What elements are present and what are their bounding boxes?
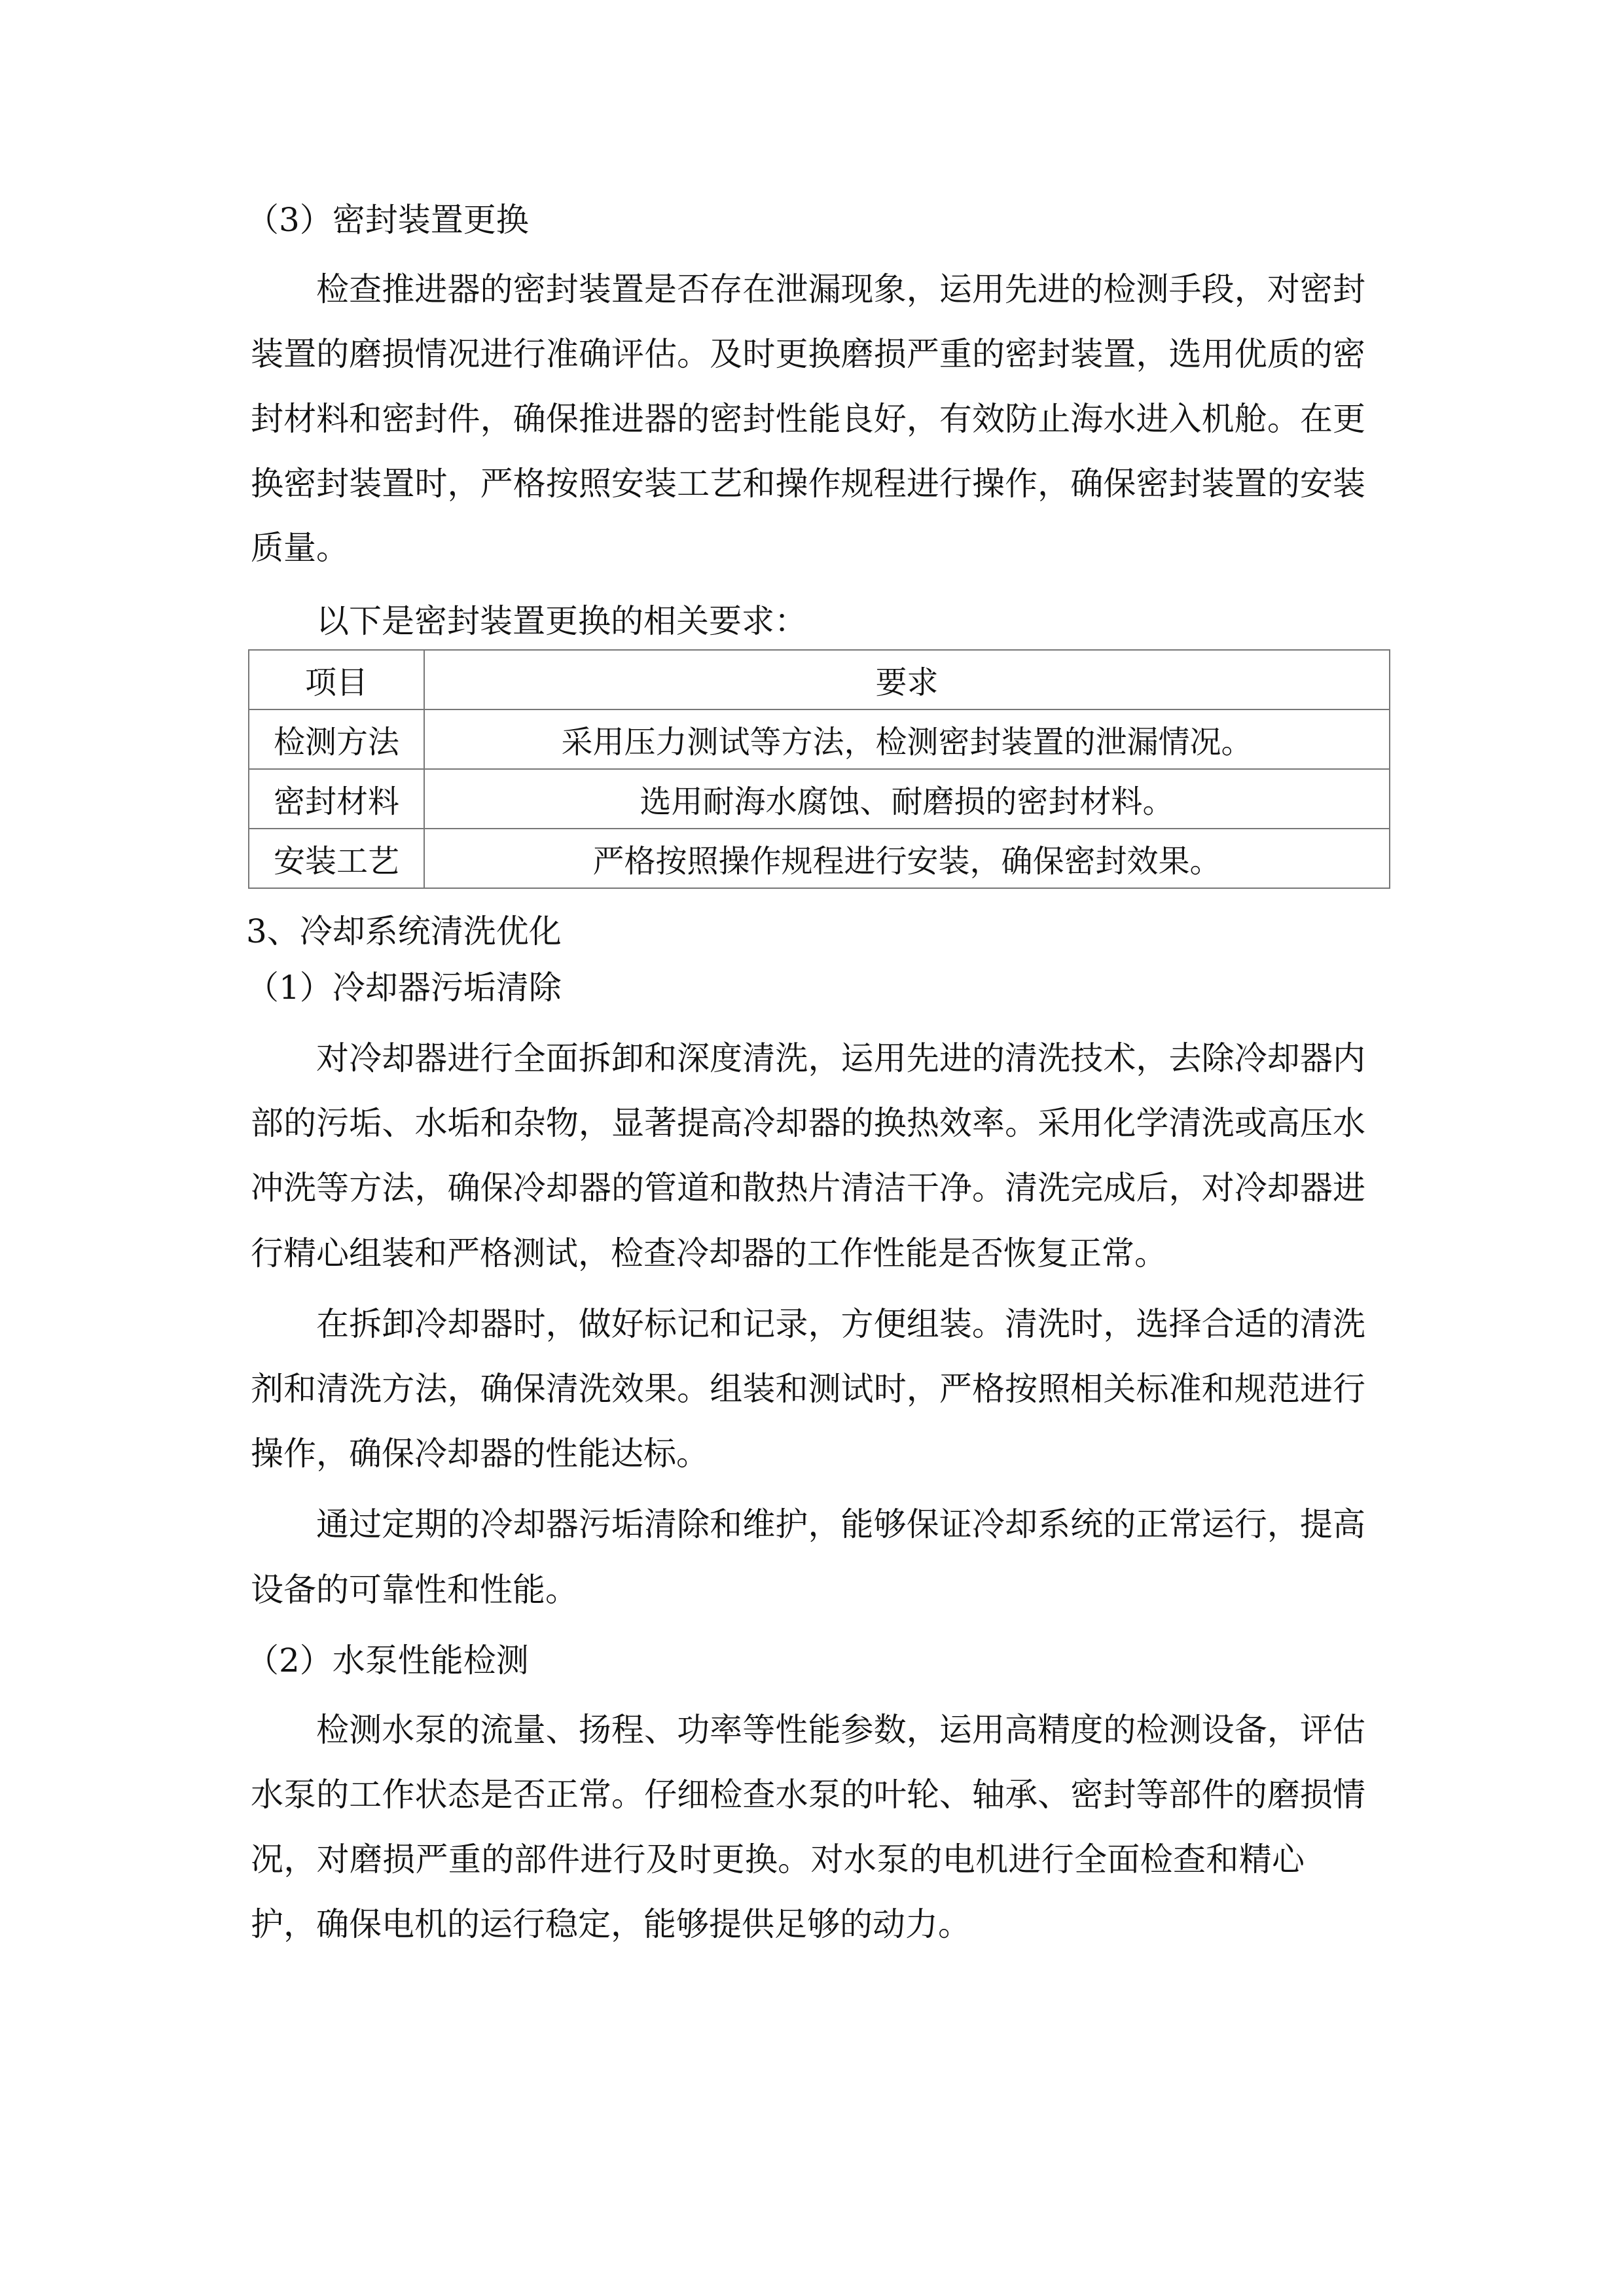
text-line: 设备的可靠性和性能。 xyxy=(251,1571,578,1609)
text-line: 换密封装置时，严格按照安装工艺和操作规程进行操作，确保密封装置的安装 xyxy=(251,465,1365,503)
header-cell: 项目 xyxy=(249,650,424,709)
text-line: 质量。 xyxy=(251,529,349,567)
section-heading: （3）密封装置更换 xyxy=(246,201,529,239)
text-line: 检测水泵的流量、扬程、功率等性能参数，运用高精度的检测设备，评估 xyxy=(316,1711,1365,1749)
table-cell: 严格按照操作规程进行安装，确保密封效果。 xyxy=(424,829,1390,888)
text-line: 通过定期的冷却器污垢清除和维护，能够保证冷却系统的正常运行，提高 xyxy=(316,1505,1365,1543)
section-heading: （1）冷却器污垢清除 xyxy=(246,969,562,1007)
chapter-heading: 3、冷却系统清洗优化 xyxy=(246,912,562,950)
table-cell: 安装工艺 xyxy=(249,829,424,888)
table-row xyxy=(249,769,1390,829)
header-cell: 要求 xyxy=(424,650,1390,709)
text-line: 在拆卸冷却器时，做好标记和记录，方便组装。清洗时，选择合适的清洗 xyxy=(316,1305,1365,1343)
requirements-table xyxy=(248,649,1390,889)
table-cell: 选用耐海水腐蚀、耐磨损的密封材料。 xyxy=(424,769,1390,829)
table-cell: 检测方法 xyxy=(249,709,424,769)
text-line: 装置的磨损情况进行准确评估。及时更换磨损严重的密封装置，选用优质的密 xyxy=(251,335,1365,373)
text-line: 对冷却器进行全面拆卸和深度清洗，运用先进的清洗技术，去除冷却器内 xyxy=(316,1039,1365,1077)
table-cell: 密封材料 xyxy=(249,769,424,829)
text-line: 部的污垢、水垢和杂物，显著提高冷却器的换热效率。采用化学清洗或高压水 xyxy=(251,1104,1365,1142)
table-intro: 以下是密封装置更换的相关要求： xyxy=(316,602,807,640)
text-line: 剂和清洗方法，确保清洗效果。组装和测试时，严格按照相关标准和规范进行 xyxy=(251,1370,1365,1408)
text-line: 行精心组装和严格测试，检查冷却器的工作性能是否恢复正常。 xyxy=(251,1234,1167,1272)
table-cell: 采用压力测试等方法，检测密封装置的泄漏情况。 xyxy=(424,709,1390,769)
text-line: 冲洗等方法，确保冷却器的管道和散热片清洁干净。清洗完成后，对冷却器进 xyxy=(251,1169,1365,1207)
text-line: 护，确保电机的运行稳定，能够提供足够的动力。 xyxy=(251,1905,971,1943)
table-row xyxy=(249,709,1390,769)
table-row xyxy=(249,829,1390,888)
text-line: 检查推进器的密封装置是否存在泄漏现象，运用先进的检测手段，对密封 xyxy=(316,270,1365,308)
table-header-row xyxy=(249,650,1390,709)
text-line: 况，对磨损严重的部件进行及时更换。对水泵的电机进行全面检查和精心 xyxy=(251,1840,1305,1878)
text-line: 操作，确保冷却器的性能达标。 xyxy=(251,1435,709,1473)
section-heading: （2）水泵性能检测 xyxy=(246,1641,529,1679)
text-line: 封材料和密封件，确保推进器的密封性能良好，有效防止海水进入机舱。在更 xyxy=(251,400,1365,438)
text-line: 水泵的工作状态是否正常。仔细检查水泵的叶轮、轴承、密封等部件的磨损情 xyxy=(251,1776,1365,1814)
